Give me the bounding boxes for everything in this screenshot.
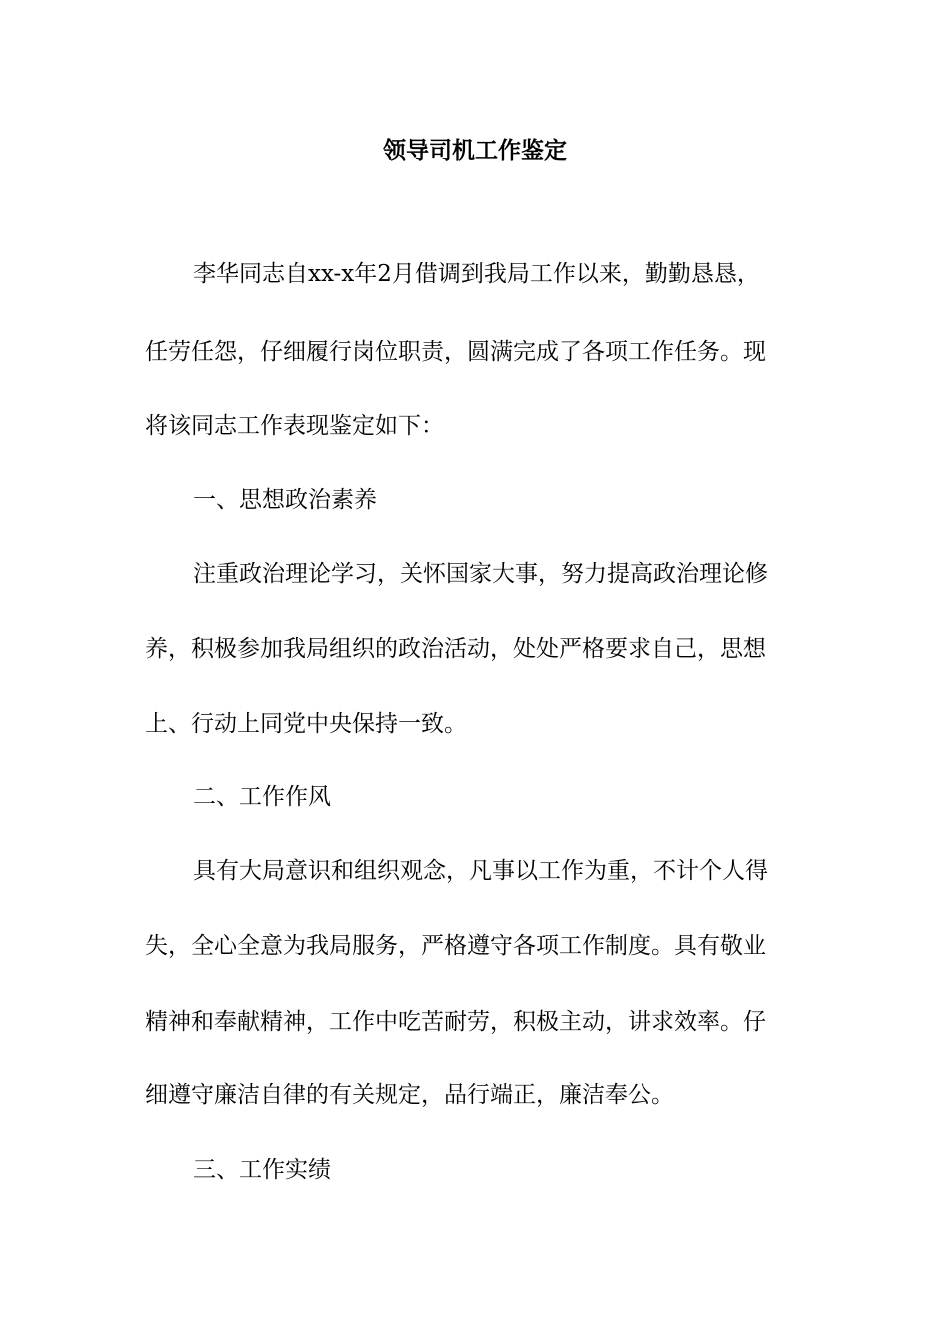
paragraph-2-line-1: 注重政治理论学习，关怀国家大事，努力提高政治理论修 <box>193 561 768 587</box>
section-heading-3: 三、工作实绩 <box>193 1157 331 1183</box>
document-title: 领导司机工作鉴定 <box>383 137 567 164</box>
paragraph-3-line-4: 细遵守廉洁自律的有关规定，品行端正，廉洁奉公。 <box>145 1082 674 1108</box>
paragraph-3-line-1: 具有大局意识和组织观念，凡事以工作为重，不计个人得 <box>193 858 768 884</box>
paragraph-1-line-3: 将该同志工作表现鉴定如下： <box>145 413 444 439</box>
paragraph-1-line-1: 李华同志自xx-x年2月借调到我局工作以来，勤勤恳恳， <box>193 261 760 287</box>
paragraph-2-line-2: 养，积极参加我局组织的政治活动，处处严格要求自己，思想 <box>145 636 766 662</box>
paragraph-2-line-3: 上、行动上同党中央保持一致。 <box>145 711 467 737</box>
paragraph-3-line-3: 精神和奉献精神，工作中吃苦耐劳，积极主动，讲求效率。仔 <box>145 1009 766 1035</box>
paragraph-3-line-2: 失，全心全意为我局服务，严格遵守各项工作制度。具有敬业 <box>145 933 766 959</box>
section-heading-2: 二、工作作风 <box>193 784 331 810</box>
paragraph-1-line-2: 任劳任怨，仔细履行岗位职责，圆满完成了各项工作任务。现 <box>145 339 766 365</box>
section-heading-1: 一、思想政治素养 <box>193 487 377 513</box>
